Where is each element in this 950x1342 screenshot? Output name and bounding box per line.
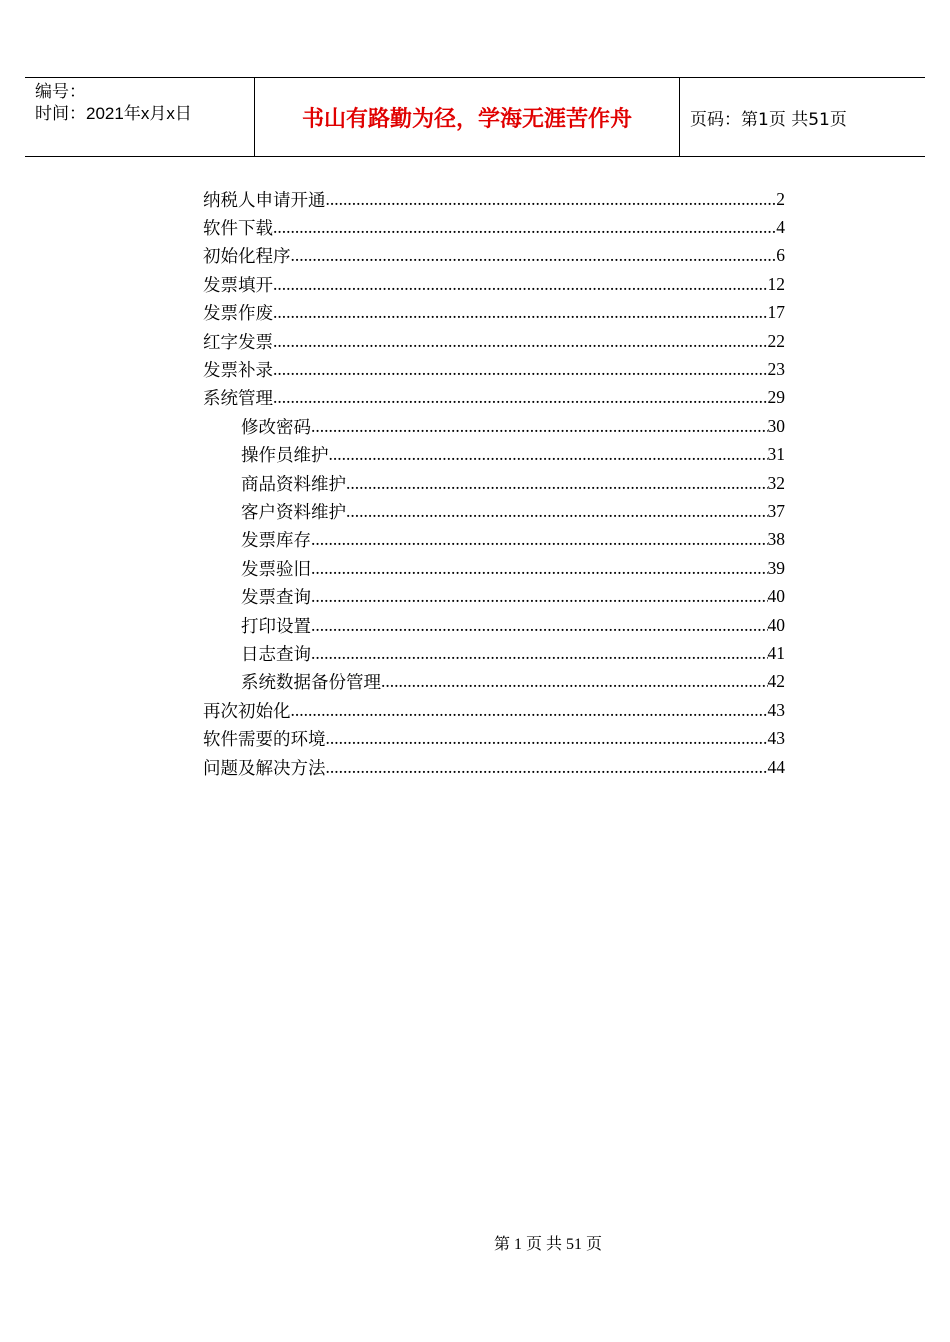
- header-meta-cell: [25, 78, 254, 156]
- table-of-contents: [203, 185, 785, 781]
- toc-leader-dots: [291, 245, 777, 266]
- toc-entry-page: 22: [767, 330, 785, 351]
- document-number-label: 编号：: [35, 82, 86, 101]
- toc-entry[interactable]: [203, 270, 785, 298]
- toc-leader-dots: [329, 444, 768, 465]
- toc-entry-title: 发票补录: [203, 360, 273, 381]
- toc-entry[interactable]: [203, 611, 785, 639]
- toc-entry[interactable]: [203, 299, 785, 327]
- toc-entry[interactable]: [203, 696, 785, 724]
- toc-leader-dots: [273, 217, 776, 238]
- header-motto-cell: [254, 78, 680, 156]
- toc-entry-page: 41: [767, 642, 785, 663]
- toc-entry-page: 38: [767, 529, 785, 550]
- toc-entry-page: 40: [767, 586, 785, 607]
- toc-entry-page: 17: [767, 302, 785, 323]
- toc-entry-title: 发票填开: [203, 274, 273, 295]
- toc-entry[interactable]: [203, 355, 785, 383]
- toc-leader-dots: [326, 189, 777, 210]
- toc-entry[interactable]: [203, 384, 785, 412]
- document-time-label: 时间：2021年x月x日: [35, 104, 192, 123]
- toc-entry[interactable]: [203, 724, 785, 752]
- toc-entry[interactable]: [203, 526, 785, 554]
- toc-entry[interactable]: [203, 213, 785, 241]
- toc-entry[interactable]: [203, 668, 785, 696]
- toc-leader-dots: [273, 274, 768, 295]
- toc-leader-dots: [346, 501, 768, 522]
- toc-entry[interactable]: [203, 441, 785, 469]
- toc-entry[interactable]: [203, 497, 785, 525]
- toc-entry-title: 纳税人申请开通: [203, 189, 326, 210]
- toc-entry-page: 37: [767, 500, 785, 521]
- toc-entry-title: 软件下载: [203, 218, 273, 239]
- toc-leader-dots: [381, 671, 768, 692]
- toc-entry-page: 32: [767, 472, 785, 493]
- toc-entry-page: 30: [767, 415, 785, 436]
- toc-entry-title: 日志查询: [241, 643, 311, 664]
- toc-entry-page: 42: [767, 671, 785, 692]
- toc-leader-dots: [311, 586, 768, 607]
- toc-entry-page: 39: [767, 557, 785, 578]
- toc-leader-dots: [311, 529, 768, 550]
- toc-entry[interactable]: [203, 412, 785, 440]
- toc-leader-dots: [311, 615, 768, 636]
- toc-entry-title: 系统管理: [203, 388, 273, 409]
- toc-entry-page: 2: [776, 188, 785, 209]
- toc-leader-dots: [346, 473, 768, 494]
- toc-entry-title: 发票作废: [203, 303, 273, 324]
- toc-entry-title: 初始化程序: [203, 246, 291, 267]
- header-page-info: 页码：第1页 共51页: [690, 109, 847, 130]
- toc-entry-title: 打印设置: [241, 615, 311, 636]
- toc-entry-page: 44: [767, 756, 785, 777]
- toc-entry[interactable]: [203, 753, 785, 781]
- toc-entry[interactable]: [203, 185, 785, 213]
- header-page-cell: [680, 78, 925, 156]
- toc-leader-dots: [273, 302, 768, 323]
- toc-leader-dots: [291, 700, 768, 721]
- toc-entry-title: 红字发票: [203, 331, 273, 352]
- toc-entry-title: 发票查询: [241, 587, 311, 608]
- toc-entry[interactable]: [203, 242, 785, 270]
- toc-entry-title: 修改密码: [241, 416, 311, 437]
- toc-entry-title: 客户资料维护: [241, 501, 346, 522]
- toc-entry[interactable]: [203, 469, 785, 497]
- toc-leader-dots: [311, 643, 768, 664]
- page-header: [25, 77, 925, 157]
- header-motto: 书山有路勤为径，学海无涯苦作舟: [301, 106, 632, 132]
- toc-entry-title: 软件需要的环境: [203, 729, 326, 750]
- toc-leader-dots: [273, 387, 768, 408]
- toc-entry-page: 23: [767, 359, 785, 380]
- toc-entry-title: 发票验旧: [241, 558, 311, 579]
- toc-entry-page: 29: [767, 387, 785, 408]
- toc-entry-title: 再次初始化: [203, 700, 291, 721]
- toc-leader-dots: [273, 359, 768, 380]
- toc-entry[interactable]: [203, 554, 785, 582]
- toc-entry-page: 43: [767, 699, 785, 720]
- toc-leader-dots: [326, 757, 768, 778]
- toc-entry-page: 31: [767, 444, 785, 465]
- toc-leader-dots: [326, 728, 768, 749]
- toc-entry-page: 12: [767, 273, 785, 294]
- page-footer: 第 1 页 共 51 页: [493, 1236, 602, 1253]
- toc-leader-dots: [311, 558, 768, 579]
- toc-entry-title: 系统数据备份管理: [241, 672, 381, 693]
- toc-entry-title: 发票库存: [241, 530, 311, 551]
- toc-entry-title: 问题及解决方法: [203, 757, 326, 778]
- toc-leader-dots: [311, 416, 768, 437]
- toc-entry-page: 43: [767, 728, 785, 749]
- toc-entry-title: 商品资料维护: [241, 473, 346, 494]
- toc-entry-title: 操作员维护: [241, 445, 329, 466]
- toc-entry-page: 6: [776, 245, 785, 266]
- toc-entry-page: 4: [776, 217, 785, 238]
- toc-entry[interactable]: [203, 582, 785, 610]
- toc-entry[interactable]: [203, 327, 785, 355]
- toc-entry[interactable]: [203, 639, 785, 667]
- toc-leader-dots: [273, 331, 768, 352]
- toc-entry-page: 40: [767, 614, 785, 635]
